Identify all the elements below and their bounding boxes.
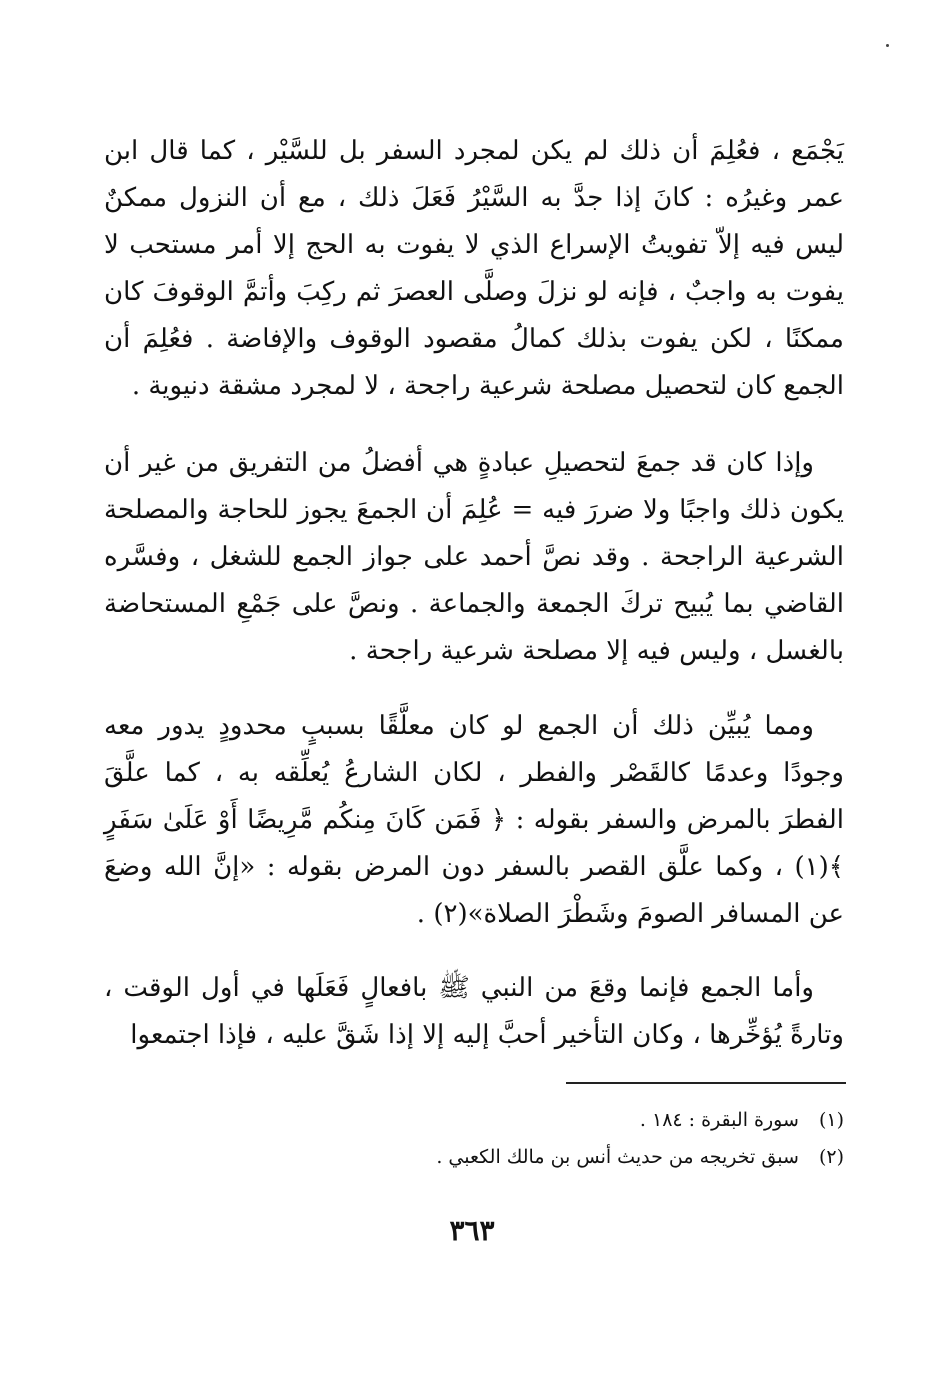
footnote-divider [566, 1082, 846, 1084]
page-number: ٣٦٣ [449, 1214, 495, 1247]
footnote-2 [104, 1139, 844, 1176]
footnote-text: سورة البقرة : ١٨٤ . [639, 1109, 799, 1131]
footnotes [104, 1102, 844, 1176]
footnote-number: (٢) [818, 1146, 844, 1168]
footnote-number: (١) [818, 1109, 844, 1131]
paragraph-2: وإذا كان قد جمعَ لتحصيلِ عبادةٍ هي أفضلُ من التفريق من غير أن يكون ذلك واجبًا ولا ضررَ فيه = عُلِمَ أن الجمعَ يجوز للحاجة والمصلحة الشرعية الراجحة . وقد نصَّ أحمد على جواز الجمع للشغل ، وفسَّره القاضي بما يُبيح تركَ الجمعة والجماعة . ونصَّ على جَمْعِ المستحاضة بالغسل ، وليس فيه إلا مصلحة شرعية راجحة . [104, 448, 844, 666]
paragraph-4: وأما الجمع فإنما وقعَ من النبي ﷺ بافعالٍ فَعَلَها في أول الوقت ، وتارةً يُؤخِّرها ، وكان التأخير أحبَّ إليه إلا إذا شَقَّ عليه ، فإذا اجتمعوا [104, 973, 844, 1050]
paragraph-3: ومما يُبيِّن ذلك أن الجمع لو كان معلَّقًا بسببٍ محدودٍ يدور معه وجودًا وعدمًا كالقَصْر والفطر ، لكان الشارعُ يُعلِّقه به ، كما علَّقَ الفطرَ بالمرض والسفر بقوله : ﴿ فَمَن كَانَ مِنكُم مَّرِيضًا أَوْ عَلَىٰ سَفَرٍ ﴾(١) ، وكما علَّق القصر بالسفر دون المرض بقوله : «إنَّ الله وضعَ عن المسافر الصومَ وشَطْرَ الصلاة»(٢) . [104, 711, 844, 929]
paragraph-1: يَجْمَع ، فعُلِمَ أن ذلك لم يكن لمجرد السفر بل للسَّيْر ، كما قال ابن عمر وغيرُه : كانَ إذا جدَّ به السَّيْرُ فَعَلَ ذلك ، مع أن النزول ممكنٌ ليس فيه إلاّ تفويتُ الإسراع الذي لا يفوت به الحج إلا أمر مستحب لا يفوت به واجبٌ ، فإنه لو نزلَ وصلَّى العصرَ ثم ركِبَ وأتمَّ الوقوفَ كان ممكنًا ، لكن يفوت بذلك كمالُ مقصود الوقوف والإفاضة . فعُلِمَ أن الجمع كان لتحصيل مصلحة شرعية راجحة ، لا لمجرد مشقة دنيوية . [104, 136, 844, 401]
scan-speck [886, 44, 889, 47]
footnote-1 [104, 1102, 844, 1139]
footnote-text: سبق تخريجه من حديث أنس بن مالك الكعبي . [436, 1146, 799, 1168]
